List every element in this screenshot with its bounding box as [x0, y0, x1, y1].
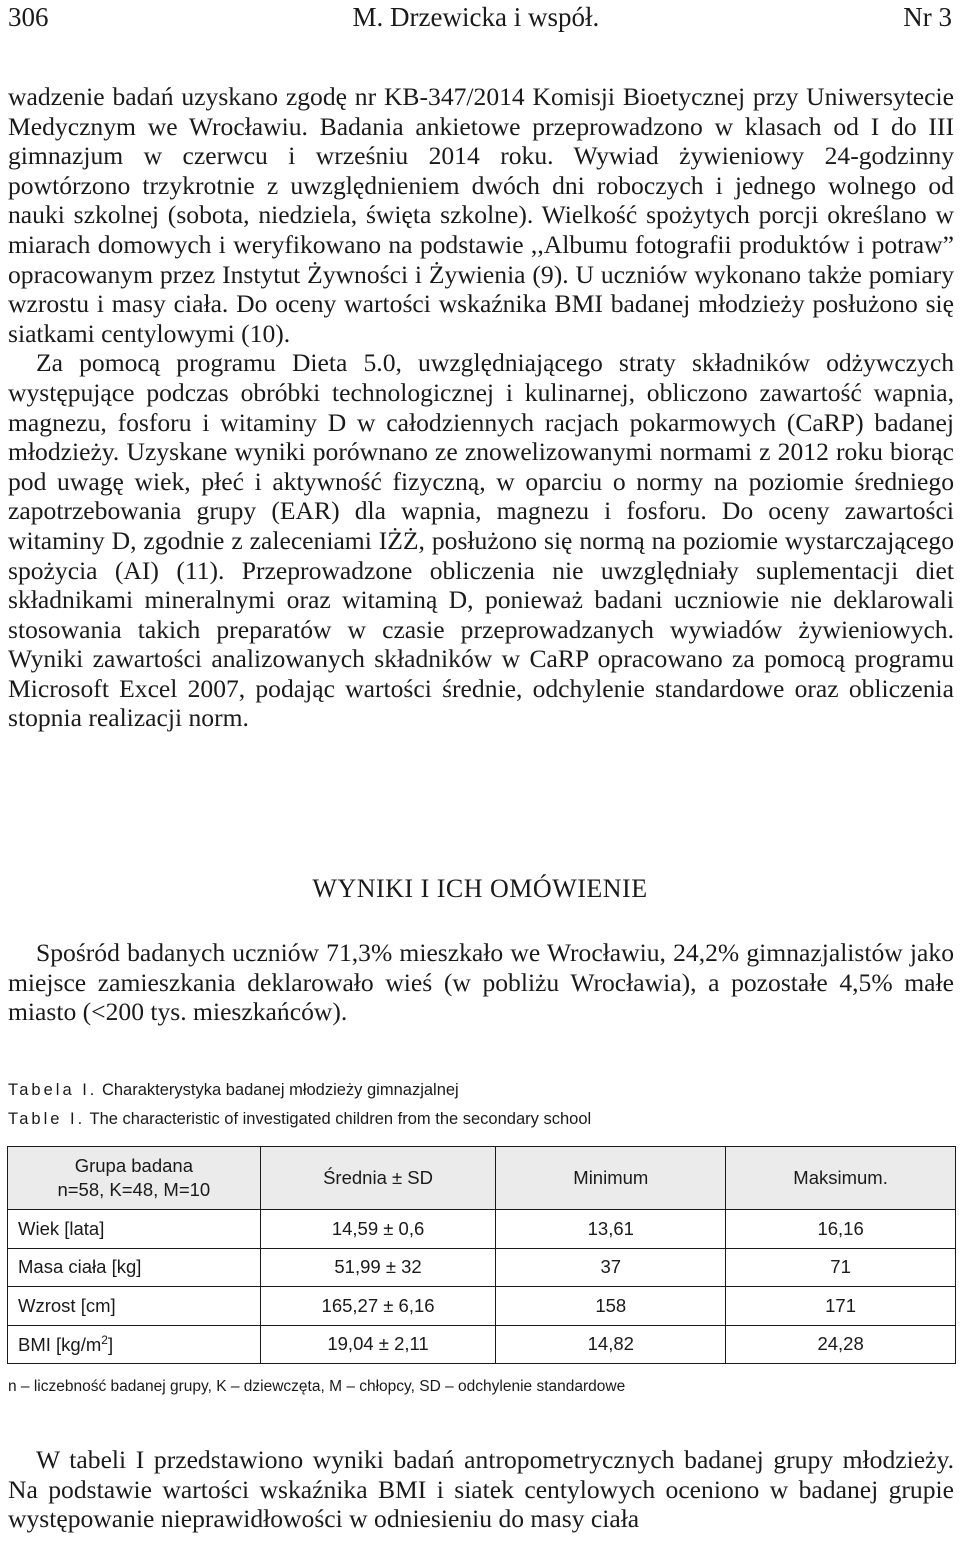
issue-number: Nr 3	[903, 1, 952, 32]
row-label-prefix: BMI [kg/m	[18, 1333, 102, 1355]
header-mean-sd: Średnia ± SD	[260, 1147, 496, 1210]
row-label-suffix: ]	[107, 1333, 114, 1355]
row-label: Masa ciała [kg]	[8, 1248, 261, 1287]
results-text-block	[8, 1445, 954, 1534]
table-footnote: n – liczebność badanej grupy, K – dziewczęta, M – chłopcy, SD – odchylenie standardowe	[8, 1378, 626, 1395]
table-caption-pl-label: Tabela I.	[8, 1081, 98, 1099]
cell-max: 24,28	[726, 1325, 956, 1364]
table-row	[8, 1325, 956, 1364]
row-label-superscript: 2	[101, 1332, 108, 1347]
cell-mean: 51,99 ± 32	[260, 1248, 496, 1287]
table-header-row	[8, 1147, 956, 1210]
table-row	[8, 1210, 956, 1249]
table-row	[8, 1287, 956, 1326]
results-paragraph-1: Spośród badanych uczniów 71,3% mieszkało we Wrocławiu, 24,2% gimnazjalistów jako miejsce zamieszkania deklarowało wieś (w pobliżu Wrocławia), a pozostałe 4,5% małe miasto (<200 tys. mieszkańców).	[8, 938, 954, 1027]
cell-mean: 19,04 ± 2,11	[260, 1325, 496, 1364]
header-group-line1: Grupa badana	[74, 1155, 193, 1176]
results-paragraph-2: W tabeli I przedstawiono wyniki badań antropometrycznych badanej grupy młodzieży. Na podstawie wartości wskaźnika BMI i siatek centylowych oceniono w badanej grupie występowanie nieprawidłowości w odniesieniu do masy ciała	[8, 1445, 954, 1534]
methods-paragraph-1: wadzenie badań uzyskano zgodę nr KB-347/2014 Komisji Bioetycznej przy Uniwersytecie Medycznym we Wrocławiu. Badania ankietowe przeprowadzono w klasach od I do III gimnazjum w czerwcu i wrześniu 2014 roku. Wywiad żywieniowy 24-godzinny powtórzono trzykrotnie z uwzględnieniem dwóch dni roboczych i jednego wolnego od nauki szkolnej (sobota, niedziela, święta szkolne). Wielkość spożytych porcji określano w miarach domowych i weryfikowano na podstawie ,,Albumu fotografii produktów i potraw” opracowanym przez Instytut Żywności i Żywienia (9). U uczniów wykonano także pomiary wzrostu i masy ciała. Do oceny wartości wskaźnika BMI badanej młodzieży posłużono się siatkami centylowymi (10).	[8, 82, 954, 348]
cell-min: 14,82	[496, 1325, 726, 1364]
row-label: Wzrost [cm]	[8, 1287, 261, 1326]
anthropometric-table	[7, 1146, 956, 1364]
running-header	[8, 0, 952, 34]
cell-max: 71	[726, 1248, 956, 1287]
cell-min: 158	[496, 1287, 726, 1326]
row-label: Wiek [lata]	[8, 1210, 261, 1249]
table-caption-en-text: The characteristic of investigated children from the secondary school	[89, 1110, 592, 1128]
cell-max: 16,16	[726, 1210, 956, 1249]
header-group-line2: n=58, K=48, M=10	[57, 1179, 211, 1200]
methods-text-block	[8, 82, 954, 733]
table-caption-en-label: Table I.	[8, 1110, 86, 1128]
row-label	[8, 1325, 261, 1364]
header-maximum: Maksimum.	[726, 1147, 956, 1210]
page-number: 306	[8, 1, 49, 32]
running-authors: M. Drzewicka i współ.	[352, 1, 600, 32]
results-intro-block	[8, 938, 954, 1027]
cell-max: 171	[726, 1287, 956, 1326]
section-heading: WYNIKI I ICH OMÓWIENIE	[312, 874, 648, 903]
table-caption-pl	[8, 1081, 459, 1100]
table-caption-pl-text: Charakterystyka badanej młodzieży gimnazjalnej	[101, 1081, 459, 1099]
cell-min: 37	[496, 1248, 726, 1287]
cell-mean: 14,59 ± 0,6	[260, 1210, 496, 1249]
cell-mean: 165,27 ± 6,16	[260, 1287, 496, 1326]
cell-min: 13,61	[496, 1210, 726, 1249]
header-group	[8, 1147, 261, 1210]
methods-paragraph-2: Za pomocą programu Dieta 5.0, uwzględniającego straty składników odżywczych występujące podczas obróbki technologicznej i kulinarnej, obliczono zawartość wapnia, magnezu, fosforu i witaminy D w całodziennych racjach pokarmowych (CaRP) badanej młodzieży. Uzyskane wyniki porównano ze znowelizowanymi normami z 2012 roku biorąc pod uwagę wiek, płeć i aktywność fizyczną, w oparciu o normy na poziomie średniego zapotrzebowania grupy (EAR) dla wapnia, magnezu i fosforu. Do oceny zawartości witaminy D, zgodnie z zaleceniami IŻŻ, posłużono się normą na poziomie wystarczającego spożycia (AI) (11). Przeprowadzone obliczenia nie uwzględniały suplementacji diet składnikami mineralnymi oraz witaminą D, ponieważ badani uczniowie nie deklarowali stosowania takich preparatów w czasie przeprowadzanych wywiadów żywieniowych. Wyniki zawartości analizowanych składników w CaRP opracowano za pomocą programu Microsoft Excel 2007, podając wartości średnie, odchylenie standardowe oraz obliczenia stopnia realizacji norm.	[8, 348, 954, 733]
header-minimum: Minimum	[496, 1147, 726, 1210]
table-caption-en	[8, 1110, 591, 1129]
table-row	[8, 1248, 956, 1287]
